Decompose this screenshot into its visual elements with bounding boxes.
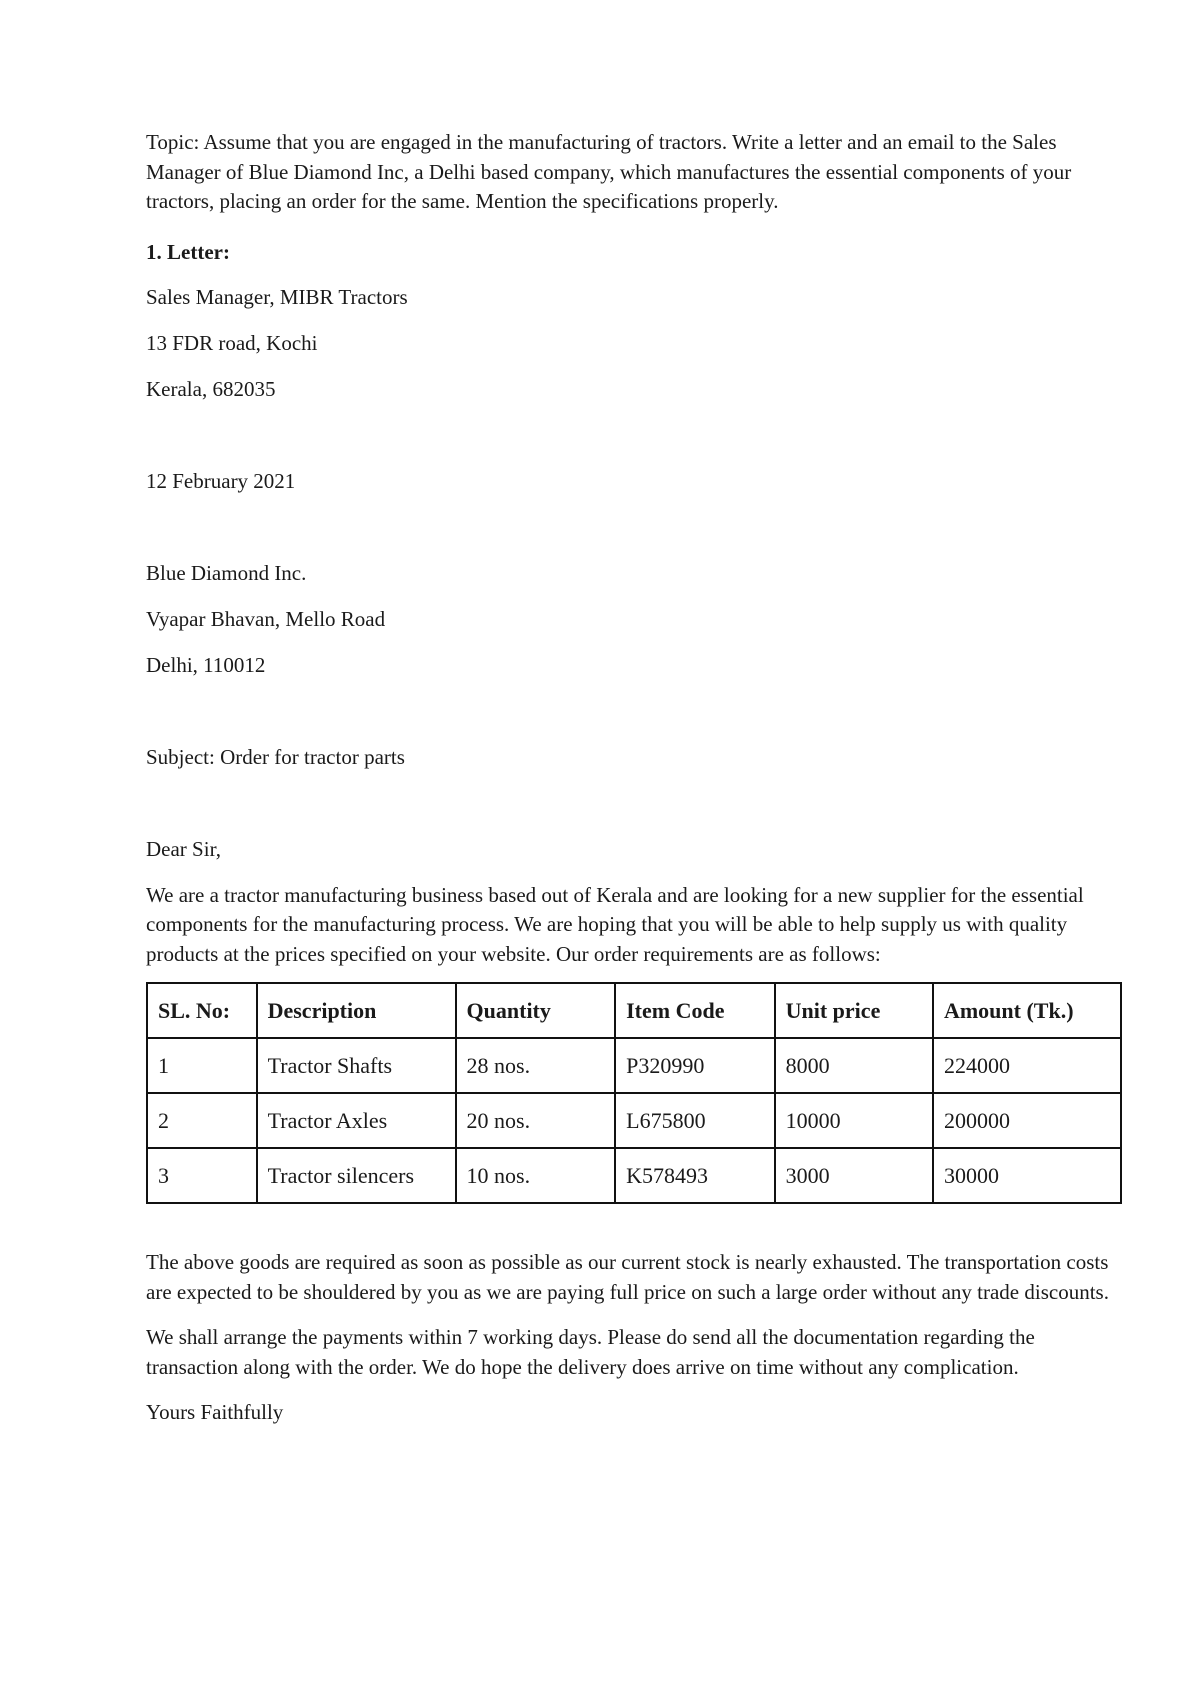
recipient-line-2: Vyapar Bhavan, Mello Road: [146, 606, 386, 631]
table-cell: 1: [147, 1038, 257, 1093]
paragraph-payment: We shall arrange the payments within 7 working days. Please do send all the documentation regarding the transaction along with the order. We do hope the delivery does arrive on time without any complication.: [146, 1325, 1035, 1379]
table-cell: Tractor silencers: [257, 1148, 456, 1203]
intro-paragraph: We are a tractor manufacturing business based out of Kerala and are looking for a new supplier for the essential components for the manufacturing process. We are hoping that you will be able to help supply us with quality products at the prices specified on your website. Our order requirements are as follows:: [146, 882, 1084, 966]
table-cell: K578493: [615, 1148, 775, 1203]
table-cell: 10000: [775, 1093, 933, 1148]
table-header-cell: Unit price: [775, 983, 933, 1038]
subject-line: Subject: Order for tractor parts: [146, 744, 405, 769]
table-cell: 28 nos.: [456, 1038, 616, 1093]
recipient-line-3: Delhi, 110012: [146, 652, 266, 677]
table-cell: 200000: [933, 1093, 1121, 1148]
sender-line-3: Kerala, 682035: [146, 376, 276, 401]
table-header-cell: Amount (Tk.): [933, 983, 1121, 1038]
letter-date: 12 February 2021: [146, 468, 296, 493]
letter-heading: 1. Letter:: [146, 239, 230, 264]
table-header-row: [147, 983, 1121, 1038]
table-cell: 3000: [775, 1148, 933, 1203]
paragraph-delivery: The above goods are required as soon as possible as our current stock is nearly exhausted. The transportation costs are expected to be shouldered by you as we are paying full price on such a large order without any trade discounts.: [146, 1250, 1109, 1304]
sender-line-1: Sales Manager, MIBR Tractors: [146, 284, 408, 309]
recipient-line-1: Blue Diamond Inc.: [146, 560, 307, 585]
table-cell: L675800: [615, 1093, 775, 1148]
table-cell: 20 nos.: [456, 1093, 616, 1148]
sender-line-2: 13 FDR road, Kochi: [146, 330, 318, 355]
table-cell: 8000: [775, 1038, 933, 1093]
table-row: [147, 1093, 1121, 1148]
table-row: [147, 1148, 1121, 1203]
salutation: Dear Sir,: [146, 836, 221, 861]
document-page: [146, 128, 1126, 1444]
table-cell: Tractor Shafts: [257, 1038, 456, 1093]
table-header-cell: Item Code: [615, 983, 775, 1038]
table-cell: Tractor Axles: [257, 1093, 456, 1148]
table-cell: P320990: [615, 1038, 775, 1093]
closing: Yours Faithfully: [146, 1400, 284, 1424]
table-cell: 10 nos.: [456, 1148, 616, 1203]
table-header-cell: Quantity: [456, 983, 616, 1038]
order-table: [146, 982, 1122, 1204]
table-cell: 224000: [933, 1038, 1121, 1093]
table-row: [147, 1038, 1121, 1093]
table-cell: 2: [147, 1093, 257, 1148]
topic-paragraph: Topic: Assume that you are engaged in the manufacturing of tractors. Write a letter and an email to the Sales Manager of Blue Diamond Inc, a Delhi based company, which manufactures the essential components of your tractors, placing an order for the same. Mention the specifications properly.: [146, 130, 1072, 213]
table-header-cell: SL. No:: [147, 983, 257, 1038]
table-header-cell: Description: [257, 983, 456, 1038]
table-cell: 30000: [933, 1148, 1121, 1203]
table-cell: 3: [147, 1148, 257, 1203]
